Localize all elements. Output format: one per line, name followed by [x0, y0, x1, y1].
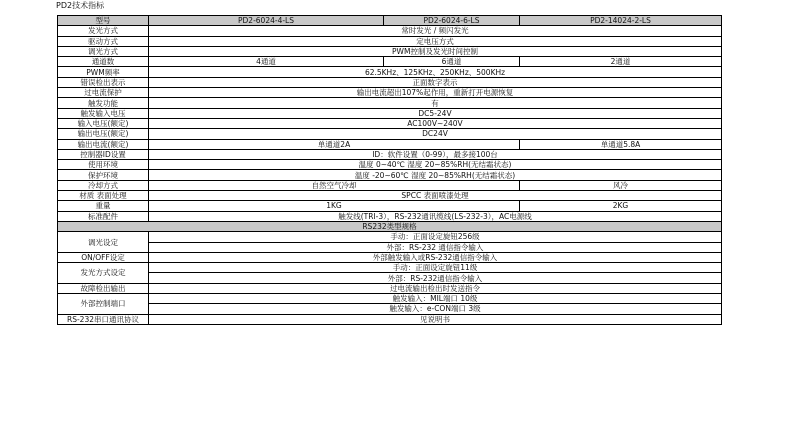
table-row — [58, 242, 722, 252]
row-label: 触发输入电压 — [58, 108, 149, 118]
row-value: 触发线(TRI-3），RS-232通讯缆线(LS-232-3），AC电源线 — [149, 211, 722, 221]
row-label: 保护环境 — [58, 170, 149, 180]
table-row — [58, 232, 722, 242]
table-row — [58, 273, 722, 283]
row-label: 控制器ID设置 — [58, 149, 149, 159]
row-value: 2KG — [520, 201, 722, 211]
row-value: 见说明书 — [149, 314, 722, 324]
table-row — [58, 118, 722, 128]
row-value: 风冷 — [520, 180, 722, 190]
row-label: 触发功能 — [58, 98, 149, 108]
row-label: 标准配件 — [58, 211, 149, 221]
row-label: 通道数 — [58, 57, 149, 67]
row-label: 输入电压(额定) — [58, 118, 149, 128]
row-label: 材质 表面处理 — [58, 191, 149, 201]
table-row — [58, 294, 722, 304]
row-label: 故障检出输出 — [58, 283, 149, 293]
table-row — [58, 180, 722, 190]
row-value: 输出电流超出107%起作用，重新打开电源恢复 — [149, 88, 722, 98]
row-value: ID：软件设置（0-99），最多接100台 — [149, 149, 722, 159]
table-row — [58, 57, 722, 67]
section-heading: RS232类型规格 — [58, 221, 722, 231]
row-value: 单通道5.8A — [520, 139, 722, 149]
row-label: 发光方式 — [58, 26, 149, 36]
table-row — [58, 160, 722, 170]
row-label: 错误检出表示 — [58, 77, 149, 87]
row-value: SPCC 表面喷漆处理 — [149, 191, 722, 201]
row-value: 有 — [149, 98, 722, 108]
row-label: 输出电流(额定) — [58, 139, 149, 149]
table-row — [58, 149, 722, 159]
row-value: 1KG — [149, 201, 520, 211]
row-value: 温度 -20~60℃ 湿度 20~85%RH(无结霜状态) — [149, 170, 722, 180]
table-row — [58, 314, 722, 324]
row-value: 触发输入：MIL端口 10级 — [149, 294, 722, 304]
row-label: 冷却方式 — [58, 180, 149, 190]
table-header-row — [58, 16, 722, 26]
row-value: 外部：RS-232 通信指令输入 — [149, 242, 722, 252]
row-label: 外部控制端口 — [58, 294, 149, 315]
row-value: 2通道 — [520, 57, 722, 67]
row-label: 输出电压(额定) — [58, 129, 149, 139]
table-row — [58, 108, 722, 118]
table-row — [58, 304, 722, 314]
row-label: RS-232串口通讯协议 — [58, 314, 149, 324]
header-cell: PD2-6024-4-LS — [149, 16, 384, 26]
table-row — [58, 88, 722, 98]
row-value: 手动：正面设定旋钮256级 — [149, 232, 722, 242]
row-value: 触发输入：e-CON端口 3级 — [149, 304, 722, 314]
header-cell: 型号 — [58, 16, 149, 26]
row-value: DC24V — [149, 129, 722, 139]
table-row — [58, 67, 722, 77]
row-value: 手动：正面设定旋钮11级 — [149, 263, 722, 273]
table-row — [58, 77, 722, 87]
row-value: 62.5KHz、125KHz、250KHz、500KHz — [149, 67, 722, 77]
row-value: 正面数字表示 — [149, 77, 722, 87]
row-label: ON/OFF设定 — [58, 252, 149, 262]
row-value: 定电压方式 — [149, 36, 722, 46]
table-row — [58, 191, 722, 201]
row-label: PWM频率 — [58, 67, 149, 77]
section-header-row — [58, 221, 722, 231]
header-cell: PD2-6024-6-LS — [384, 16, 520, 26]
table-row — [58, 139, 722, 149]
table-row — [58, 263, 722, 273]
row-value: AC100V~240V — [149, 118, 722, 128]
row-value: 单通道2A — [149, 139, 520, 149]
page-title: PD2技术指标 — [56, 1, 105, 10]
table-row — [58, 46, 722, 56]
row-value: PWM控制及发光时间控制 — [149, 46, 722, 56]
table-row — [58, 283, 722, 293]
row-label: 驱动方式 — [58, 36, 149, 46]
table-row — [58, 36, 722, 46]
row-value: 常时发光 / 频闪发光 — [149, 26, 722, 36]
row-label: 过电流保护 — [58, 88, 149, 98]
table-row — [58, 26, 722, 36]
table-row — [58, 201, 722, 211]
row-value: 自然空气冷却 — [149, 180, 520, 190]
row-label: 调光设定 — [58, 232, 149, 253]
row-label: 使用环境 — [58, 160, 149, 170]
table-row — [58, 170, 722, 180]
table-row — [58, 211, 722, 221]
spec-table — [57, 15, 722, 325]
row-value: 4通道 — [149, 57, 384, 67]
row-value: 6通道 — [384, 57, 520, 67]
header-cell: PD2-14024-2-LS — [520, 16, 722, 26]
row-value: 外部：RS-232通信指令输入 — [149, 273, 722, 283]
table-row — [58, 98, 722, 108]
table-row — [58, 129, 722, 139]
row-label: 调光方式 — [58, 46, 149, 56]
row-value: DC5-24V — [149, 108, 722, 118]
table-row — [58, 252, 722, 262]
row-value: 温度 0~40℃ 湿度 20~85%RH(无结霜状态) — [149, 160, 722, 170]
row-label: 发光方式设定 — [58, 263, 149, 284]
row-value: 过电流输出检出时发送指令 — [149, 283, 722, 293]
row-value: 外部触发输入或RS-232通信指令输入 — [149, 252, 722, 262]
row-label: 重量 — [58, 201, 149, 211]
